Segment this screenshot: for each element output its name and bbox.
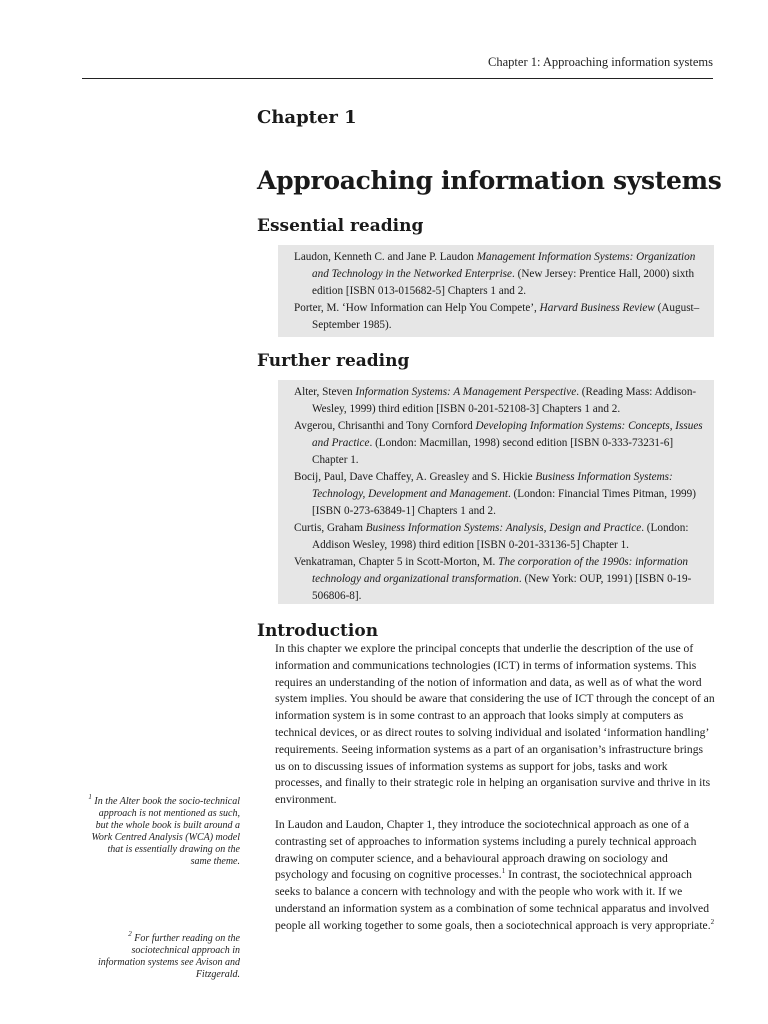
running-head: Chapter 1: Approaching information systems [488,55,713,69]
introduction-paragraph [275,817,715,935]
reference-author: Avgerou, Chrisanthi and Tony Cornford [294,420,476,432]
reference-details: . (New York: OUP, 1991) [ISBN 0-19-506806-8]. [312,573,692,602]
introduction-heading: Introduction [257,621,379,641]
paragraph-text: In Laudon and Laudon, Chapter 1, they introduce the sociotechnical approach as one of a contrasting set of approaches to information systems including a purely technical approach drawing on computer science, and a behavioural approach drawing on sociology and psychology and focusing on cognitive processes. [275,817,697,882]
reference-entry [294,469,706,520]
reference-entry [294,384,706,418]
chapter-title: Approaching information systems [257,166,722,195]
header-rule [82,78,713,79]
reference-details: . (London: Addison Wesley, 1998) third edition [ISBN 0-201-33136-5] Chapter 1. [312,522,689,551]
reference-title: Information Systems: A Management Perspective [355,386,577,398]
margin-note-number: 1 [88,793,92,801]
reference-details: . (New Jersey: Prentice Hall, 2000) sixth edition [ISBN 013-015682-5] Chapters 1 and 2. [312,268,695,297]
reference-details: (August–September 1985). [312,302,700,331]
further-reading-box [278,380,714,604]
reference-title: Business Information Systems: Analysis, Design and Practice [365,522,642,534]
reference-entry [294,249,706,300]
reference-details: . (London: Macmillan, 1998) second edition [ISBN 0-333-73231-6] Chapter 1. [312,437,674,466]
reference-title: Business Information Systems: Technology, Development and Management [312,471,673,500]
chapter-label: Chapter 1 [257,107,357,128]
margin-note [85,930,240,981]
reference-author: Laudon, Kenneth C. and Jane P. Laudon [294,251,477,263]
introduction-paragraph: In this chapter we explore the principal concepts that underlie the description of the use of information and communications technologies (ICT) in terms of information systems. This requires an understanding of the notion of information and data, as well as of what the word system implies. You should be aware that considering the use of ICT through the concept of an information system is in some contrast to an approach that looks simply at computers as technical devices, or as direct routes to solving individual and isolated ‘information handling’ requirements. Seeing information systems as a part of an organisation’s infrastructure brings us on to discussing issues of information systems as support for jobs, tasks and work processes, and finally to their strategic role in helping an organisation survive and thrive in its environment. [275,642,715,807]
margin-note-text: For further reading on the sociotechnical approach in information systems see Avison and Fitzgerald. [97,933,240,980]
footnote-ref: 2 [710,917,715,926]
reference-details: . (Reading Mass: Addison-Wesley, 1999) third edition [ISBN 0-201-52108-3] Chapters 1 and 2. [312,386,697,415]
reference-author: Curtis, Graham [294,522,366,534]
reference-entry [294,554,706,605]
reference-entry [294,300,706,334]
reference-title: Harvard Business Review [539,302,655,314]
reference-title: Developing Information Systems: Concepts, Issues and Practice [312,420,703,449]
margin-note-number: 2 [128,930,132,938]
reference-author: Bocij, Paul, Dave Chaffey, A. Greasley and S. Hickie [294,471,536,483]
reference-title: Management Information Systems: Organization and Technology in the Networked Enterprise [312,251,696,280]
reference-entry [294,418,706,469]
reference-details: . (London: Financial Times Pitman, 1999) [ISBN 0-273-63849-1] Chapters 1 and 2. [312,488,696,517]
reference-author: Alter, Steven [294,386,356,398]
reference-author: Venkatraman, Chapter 5 in Scott-Morton, M. [294,556,499,568]
introduction-body [275,641,715,943]
paragraph-text: In contrast, the sociotechnical approach seeks to balance a concern with technology and with the people who work with it. If we understand an information system as a combination of some technical apparatus and involved people all working together to some goals, then a sociotechnical approach is very appropriate. [275,868,711,932]
margin-note-text: In the Alter book the socio-technical approach is not mentioned as such, but the whole book is built around a Work Centred Analysis (WCA) model that is essentially drawing on the same theme. [91,796,240,867]
margin-note [85,793,240,868]
essential-reading-box [278,245,714,337]
further-reading-heading: Further reading [257,351,410,371]
reference-title: The corporation of the 1990s: information technology and organizational transformation [312,556,689,585]
footnote-ref: 1 [501,867,506,876]
reference-entry [294,520,706,554]
essential-reading-heading: Essential reading [257,216,424,236]
reference-author: Porter, M. ‘How Information can Help You Compete’, [294,302,540,314]
